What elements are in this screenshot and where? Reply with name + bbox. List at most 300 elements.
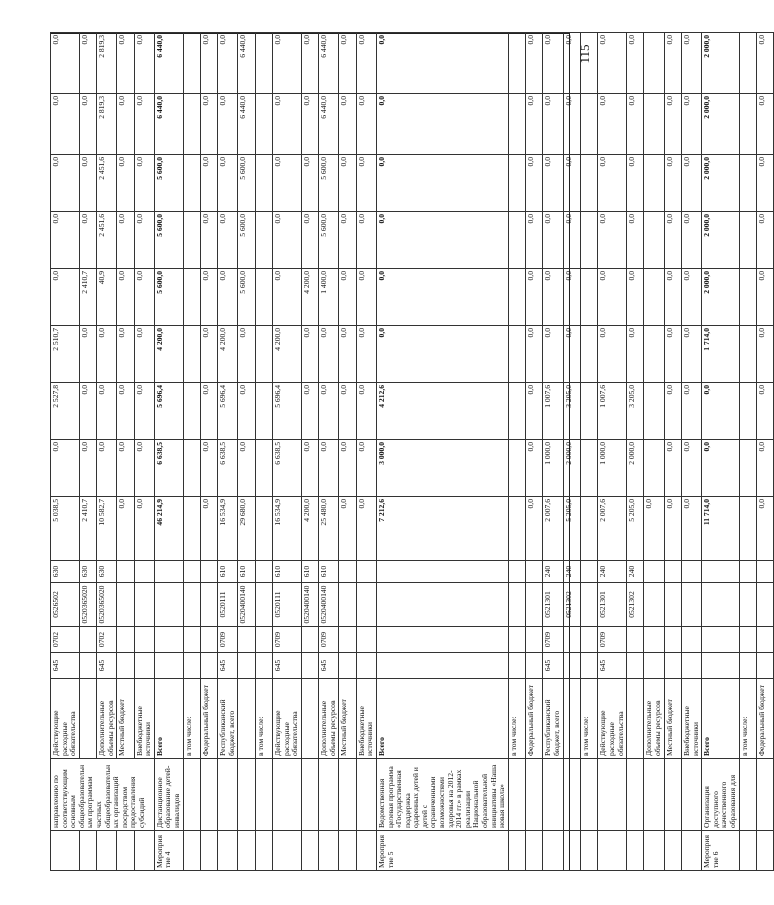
value-cell: 0,0 (134, 94, 154, 155)
value-cell (255, 269, 272, 326)
value-cell: 0,0 (273, 212, 302, 269)
value-cell: 0,0 (51, 33, 80, 94)
table-row (183, 33, 200, 871)
measure-cell: Мероприятие 4 (154, 831, 183, 871)
purpose-cell: Дистанционное образование детей-инвалидов (154, 759, 183, 831)
table-row (598, 33, 627, 871)
value-cell (580, 33, 597, 94)
source-cell (301, 679, 318, 759)
table-row (664, 33, 681, 871)
grbs-cell (664, 653, 681, 679)
vr-cell: 240 (563, 561, 580, 583)
grbs-cell: 645 (543, 653, 563, 679)
source-cell: Федеральный бюджет (756, 679, 773, 759)
source-cell: Всего (154, 679, 183, 759)
value-cell: 5 696,4 (218, 383, 238, 440)
value-cell (644, 212, 664, 269)
vr-cell (580, 561, 597, 583)
value-cell (644, 155, 664, 212)
value-cell: 0,0 (356, 383, 376, 440)
purpose-cell (183, 759, 200, 831)
value-cell: 1 007,6 (598, 383, 627, 440)
measure-cell (273, 831, 302, 871)
value-cell: 0,0 (134, 33, 154, 94)
value-cell: 2 000,0 (702, 155, 739, 212)
rz-cell (79, 627, 96, 653)
value-cell: 0,0 (627, 94, 644, 155)
purpose-cell (543, 759, 563, 831)
rz-cell (238, 627, 255, 653)
value-cell: 0,0 (598, 269, 627, 326)
value-cell: 2 527,8 (51, 383, 80, 440)
value-cell (508, 94, 525, 155)
value-cell: 0,0 (301, 212, 318, 269)
value-cell: 0,0 (543, 155, 563, 212)
table-row (134, 33, 154, 871)
measure-cell: Мероприятие 5 (376, 831, 508, 871)
value-cell: 46 214,9 (154, 497, 183, 561)
csr-cell (356, 583, 376, 627)
value-cell: 5 600,0 (154, 155, 183, 212)
value-cell: 0,0 (356, 497, 376, 561)
value-cell: 0,0 (339, 94, 356, 155)
measure-cell (580, 831, 597, 871)
measure-cell (681, 831, 701, 871)
value-cell (508, 326, 525, 383)
csr-cell (644, 583, 664, 627)
value-cell (644, 269, 664, 326)
purpose-cell: Ведомственная целевая программа «Государственная поддержка одаренных детей и детей с ограниченными возможностями здоровья на 2012-2014 гг.» в рамках реализации Национальной образовательной инициативы «Наша новая школа» (376, 759, 508, 831)
csr-cell: 0521302 (563, 583, 580, 627)
csr-cell: 0520365020 (97, 583, 117, 627)
value-cell: 0,0 (319, 440, 339, 497)
rz-cell (255, 627, 272, 653)
csr-cell (183, 583, 200, 627)
value-cell (580, 155, 597, 212)
value-cell: 0,0 (664, 269, 681, 326)
value-cell (580, 212, 597, 269)
purpose-cell (238, 759, 255, 831)
value-cell: 0,0 (301, 94, 318, 155)
value-cell: 6 440,0 (238, 94, 255, 155)
grbs-cell: 645 (51, 653, 80, 679)
value-cell (255, 155, 272, 212)
measure-cell (200, 831, 217, 871)
csr-cell (376, 583, 508, 627)
purpose-cell (508, 759, 525, 831)
value-cell: 0,0 (681, 326, 701, 383)
csr-cell (255, 583, 272, 627)
value-cell (739, 269, 756, 326)
rz-cell: 0709 (273, 627, 302, 653)
purpose-cell (200, 759, 217, 831)
value-cell (183, 269, 200, 326)
value-cell: 0,0 (543, 94, 563, 155)
grbs-cell (508, 653, 525, 679)
table-row (526, 33, 543, 871)
value-cell: 0,0 (319, 383, 339, 440)
vr-cell: 610 (238, 561, 255, 583)
source-cell: Дополнительные объемы ресурсов (644, 679, 664, 759)
value-cell (255, 326, 272, 383)
value-cell: 0,0 (97, 383, 117, 440)
value-cell: 0,0 (543, 326, 563, 383)
value-cell: 2 000,0 (702, 269, 739, 326)
purpose-cell (319, 759, 339, 831)
vr-cell (376, 561, 508, 583)
vr-cell (681, 561, 701, 583)
table-row (255, 33, 272, 871)
value-cell: 2 007,6 (543, 497, 563, 561)
purpose-cell: направлению по соответствующим основным общеобразовательным программам частных общеобразовательных организаций посредством предоставления субсидий (51, 759, 155, 831)
value-cell: 0,0 (301, 440, 318, 497)
value-cell: 0,0 (200, 497, 217, 561)
value-cell: 0,0 (376, 326, 508, 383)
value-cell: 5 600,0 (238, 269, 255, 326)
source-cell: Федеральный бюджет (526, 679, 543, 759)
value-cell: 5 600,0 (238, 155, 255, 212)
value-cell: 0,0 (134, 440, 154, 497)
purpose-cell (563, 759, 580, 831)
value-cell: 0,0 (356, 440, 376, 497)
value-cell: 5 038,5 (51, 497, 80, 561)
value-cell: 0,0 (79, 94, 96, 155)
vr-cell: 630 (97, 561, 117, 583)
value-cell: 0,0 (134, 326, 154, 383)
measure-cell (508, 831, 525, 871)
purpose-cell (356, 759, 376, 831)
value-cell: 0,0 (273, 269, 302, 326)
grbs-cell (356, 653, 376, 679)
value-cell (644, 94, 664, 155)
vr-cell: 610 (218, 561, 238, 583)
value-cell: 5 600,0 (319, 212, 339, 269)
measure-cell (563, 831, 580, 871)
value-cell: 0,0 (526, 383, 543, 440)
grbs-cell (644, 653, 664, 679)
value-cell: 0,0 (356, 269, 376, 326)
value-cell (580, 94, 597, 155)
value-cell: 0,0 (756, 94, 773, 155)
grbs-cell (301, 653, 318, 679)
value-cell: 11 714,0 (702, 497, 739, 561)
value-cell: 16 534,9 (218, 497, 238, 561)
measure-cell (238, 831, 255, 871)
measure-cell (739, 831, 756, 871)
value-cell: 5 205,0 (563, 497, 580, 561)
value-cell: 2 410,7 (79, 497, 96, 561)
value-cell: 0,0 (339, 33, 356, 94)
value-cell: 0,0 (117, 326, 134, 383)
vr-cell (356, 561, 376, 583)
value-cell (508, 155, 525, 212)
value-cell: 0,0 (339, 326, 356, 383)
value-cell: 2 000,0 (702, 212, 739, 269)
table-row (376, 33, 508, 871)
value-cell: 2 000,0 (627, 440, 644, 497)
source-cell (79, 679, 96, 759)
value-cell: 1 000,0 (598, 440, 627, 497)
csr-cell: 0520400140 (319, 583, 339, 627)
value-cell: 0,0 (627, 326, 644, 383)
table-body (51, 33, 774, 871)
value-cell (739, 326, 756, 383)
value-cell: 0,0 (51, 94, 80, 155)
grbs-cell (255, 653, 272, 679)
value-cell (183, 326, 200, 383)
value-cell: 4 200,0 (301, 269, 318, 326)
value-cell: 0,0 (563, 155, 580, 212)
purpose-cell (218, 759, 238, 831)
grbs-cell (200, 653, 217, 679)
grbs-cell (702, 653, 739, 679)
rz-cell: 0709 (543, 627, 563, 653)
grbs-cell (154, 653, 183, 679)
vr-cell (200, 561, 217, 583)
measure-cell (644, 831, 664, 871)
value-cell (739, 497, 756, 561)
value-cell: 0,0 (79, 383, 96, 440)
value-cell: 2 451,6 (97, 212, 117, 269)
table-row (238, 33, 255, 871)
vr-cell (508, 561, 525, 583)
value-cell: 0,0 (51, 155, 80, 212)
value-cell: 0,0 (756, 383, 773, 440)
value-cell (508, 440, 525, 497)
table-row (356, 33, 376, 871)
csr-cell (681, 583, 701, 627)
value-cell: 0,0 (117, 440, 134, 497)
value-cell (183, 212, 200, 269)
measure-cell (117, 831, 134, 871)
vr-cell (134, 561, 154, 583)
measure-cell (356, 831, 376, 871)
table-row (154, 33, 183, 871)
source-cell: Республиканский бюджет, всего (218, 679, 238, 759)
value-cell: 0,0 (526, 269, 543, 326)
value-cell: 6 638,5 (218, 440, 238, 497)
value-cell: 0,0 (664, 383, 681, 440)
value-cell: 0,0 (339, 440, 356, 497)
grbs-cell (526, 653, 543, 679)
value-cell: 0,0 (218, 94, 238, 155)
rz-cell (739, 627, 756, 653)
value-cell: 0,0 (664, 440, 681, 497)
value-cell: 0,0 (51, 269, 80, 326)
page-number: 115 (577, 44, 592, 64)
value-cell: 2 510,7 (51, 326, 80, 383)
csr-cell (339, 583, 356, 627)
value-cell: 6 638,5 (154, 440, 183, 497)
purpose-cell (598, 759, 627, 831)
value-cell (183, 440, 200, 497)
rz-cell (183, 627, 200, 653)
source-cell: в том числе: (580, 679, 597, 759)
value-cell: 0,0 (134, 269, 154, 326)
measure-cell (339, 831, 356, 871)
value-cell: 0,0 (526, 212, 543, 269)
vr-cell: 610 (273, 561, 302, 583)
source-cell: Местный бюджет (339, 679, 356, 759)
rz-cell (154, 627, 183, 653)
rz-cell (356, 627, 376, 653)
value-cell: 0,0 (563, 94, 580, 155)
rz-cell (756, 627, 773, 653)
table-row (319, 33, 339, 871)
value-cell: 7 212,6 (376, 497, 508, 561)
vr-cell: 610 (319, 561, 339, 583)
measure-cell (526, 831, 543, 871)
source-cell: Федеральный бюджет (200, 679, 217, 759)
csr-cell (154, 583, 183, 627)
value-cell: 0,0 (563, 269, 580, 326)
measure-cell (218, 831, 238, 871)
value-cell: 0,0 (681, 440, 701, 497)
value-cell: 0,0 (79, 440, 96, 497)
csr-cell (580, 583, 597, 627)
value-cell: 0,0 (319, 326, 339, 383)
value-cell: 0,0 (117, 383, 134, 440)
grbs-cell: 645 (218, 653, 238, 679)
value-cell: 0,0 (702, 383, 739, 440)
purpose-cell (580, 759, 597, 831)
table-row (739, 33, 756, 871)
value-cell: 0,0 (702, 440, 739, 497)
value-cell (508, 497, 525, 561)
source-cell (563, 679, 580, 759)
table-row (627, 33, 644, 871)
value-cell (739, 94, 756, 155)
table-row (756, 33, 773, 871)
grbs-cell (339, 653, 356, 679)
value-cell: 40,9 (97, 269, 117, 326)
value-cell (183, 497, 200, 561)
rz-cell (508, 627, 525, 653)
vr-cell (702, 561, 739, 583)
value-cell: 0,0 (273, 94, 302, 155)
table-row (702, 33, 739, 871)
value-cell: 0,0 (356, 94, 376, 155)
value-cell (739, 212, 756, 269)
grbs-cell (183, 653, 200, 679)
value-cell: 0,0 (301, 155, 318, 212)
grbs-cell (756, 653, 773, 679)
value-cell: 0,0 (356, 155, 376, 212)
value-cell: 0,0 (301, 33, 318, 94)
value-cell (183, 33, 200, 94)
measure-cell (134, 831, 154, 871)
source-cell: Действующие расходные обязательства (598, 679, 627, 759)
value-cell: 0,0 (664, 33, 681, 94)
rz-cell (117, 627, 134, 653)
table-row (563, 33, 580, 871)
value-cell: 0,0 (134, 155, 154, 212)
grbs-cell (117, 653, 134, 679)
value-cell (580, 269, 597, 326)
source-cell: в том числе: (508, 679, 525, 759)
table-row (681, 33, 701, 871)
value-cell: 0,0 (627, 155, 644, 212)
budget-table (50, 32, 774, 871)
value-cell: 2 007,6 (598, 497, 627, 561)
value-cell: 0,0 (356, 33, 376, 94)
grbs-cell (238, 653, 255, 679)
table-row (508, 33, 525, 871)
value-cell: 2 000,0 (702, 33, 739, 94)
value-cell: 0,0 (627, 212, 644, 269)
rz-cell (644, 627, 664, 653)
value-cell: 0,0 (756, 269, 773, 326)
vr-cell: 240 (543, 561, 563, 583)
value-cell: 0,0 (526, 440, 543, 497)
table-row (218, 33, 238, 871)
csr-cell: 0521301 (543, 583, 563, 627)
source-cell: в том числе: (183, 679, 200, 759)
value-cell (255, 212, 272, 269)
purpose-cell (739, 759, 756, 831)
value-cell: 0,0 (339, 269, 356, 326)
value-cell: 0,0 (664, 326, 681, 383)
value-cell (739, 440, 756, 497)
vr-cell (154, 561, 183, 583)
purpose-cell (526, 759, 543, 831)
value-cell: 0,0 (134, 212, 154, 269)
grbs-cell (739, 653, 756, 679)
measure-cell (319, 831, 339, 871)
source-cell: Действующие расходные обязательства (51, 679, 80, 759)
source-cell (238, 679, 255, 759)
value-cell: 0,0 (117, 212, 134, 269)
value-cell (580, 440, 597, 497)
value-cell: 0,0 (273, 155, 302, 212)
value-cell: 2 410,7 (79, 269, 96, 326)
rz-cell (563, 627, 580, 653)
rz-cell: 0702 (97, 627, 117, 653)
value-cell: 0,0 (543, 269, 563, 326)
value-cell: 0,0 (200, 383, 217, 440)
grbs-cell (627, 653, 644, 679)
vr-cell (664, 561, 681, 583)
table-row (339, 33, 356, 871)
value-cell (644, 440, 664, 497)
value-cell: 0,0 (664, 497, 681, 561)
source-cell: Дополнительные объемы ресурсов (97, 679, 117, 759)
purpose-cell (664, 759, 681, 831)
vr-cell: 610 (301, 561, 318, 583)
csr-cell (664, 583, 681, 627)
value-cell: 0,0 (627, 33, 644, 94)
value-cell: 0,0 (97, 440, 117, 497)
value-cell: 0,0 (117, 155, 134, 212)
value-cell: 0,0 (301, 326, 318, 383)
rz-cell (627, 627, 644, 653)
csr-cell (134, 583, 154, 627)
rz-cell (580, 627, 597, 653)
value-cell: 0,0 (117, 33, 134, 94)
value-cell: 2 000,0 (563, 440, 580, 497)
value-cell: 6 440,0 (238, 33, 255, 94)
source-cell: Дополнительные объемы ресурсов (319, 679, 339, 759)
value-cell: 1 714,0 (702, 326, 739, 383)
value-cell: 0,0 (51, 212, 80, 269)
value-cell: 0,0 (273, 33, 302, 94)
value-cell: 6 440,0 (319, 33, 339, 94)
value-cell: 0,0 (79, 212, 96, 269)
value-cell: 0,0 (376, 33, 508, 94)
value-cell: 6 638,5 (273, 440, 302, 497)
value-cell: 6 440,0 (154, 94, 183, 155)
value-cell: 0,0 (238, 440, 255, 497)
